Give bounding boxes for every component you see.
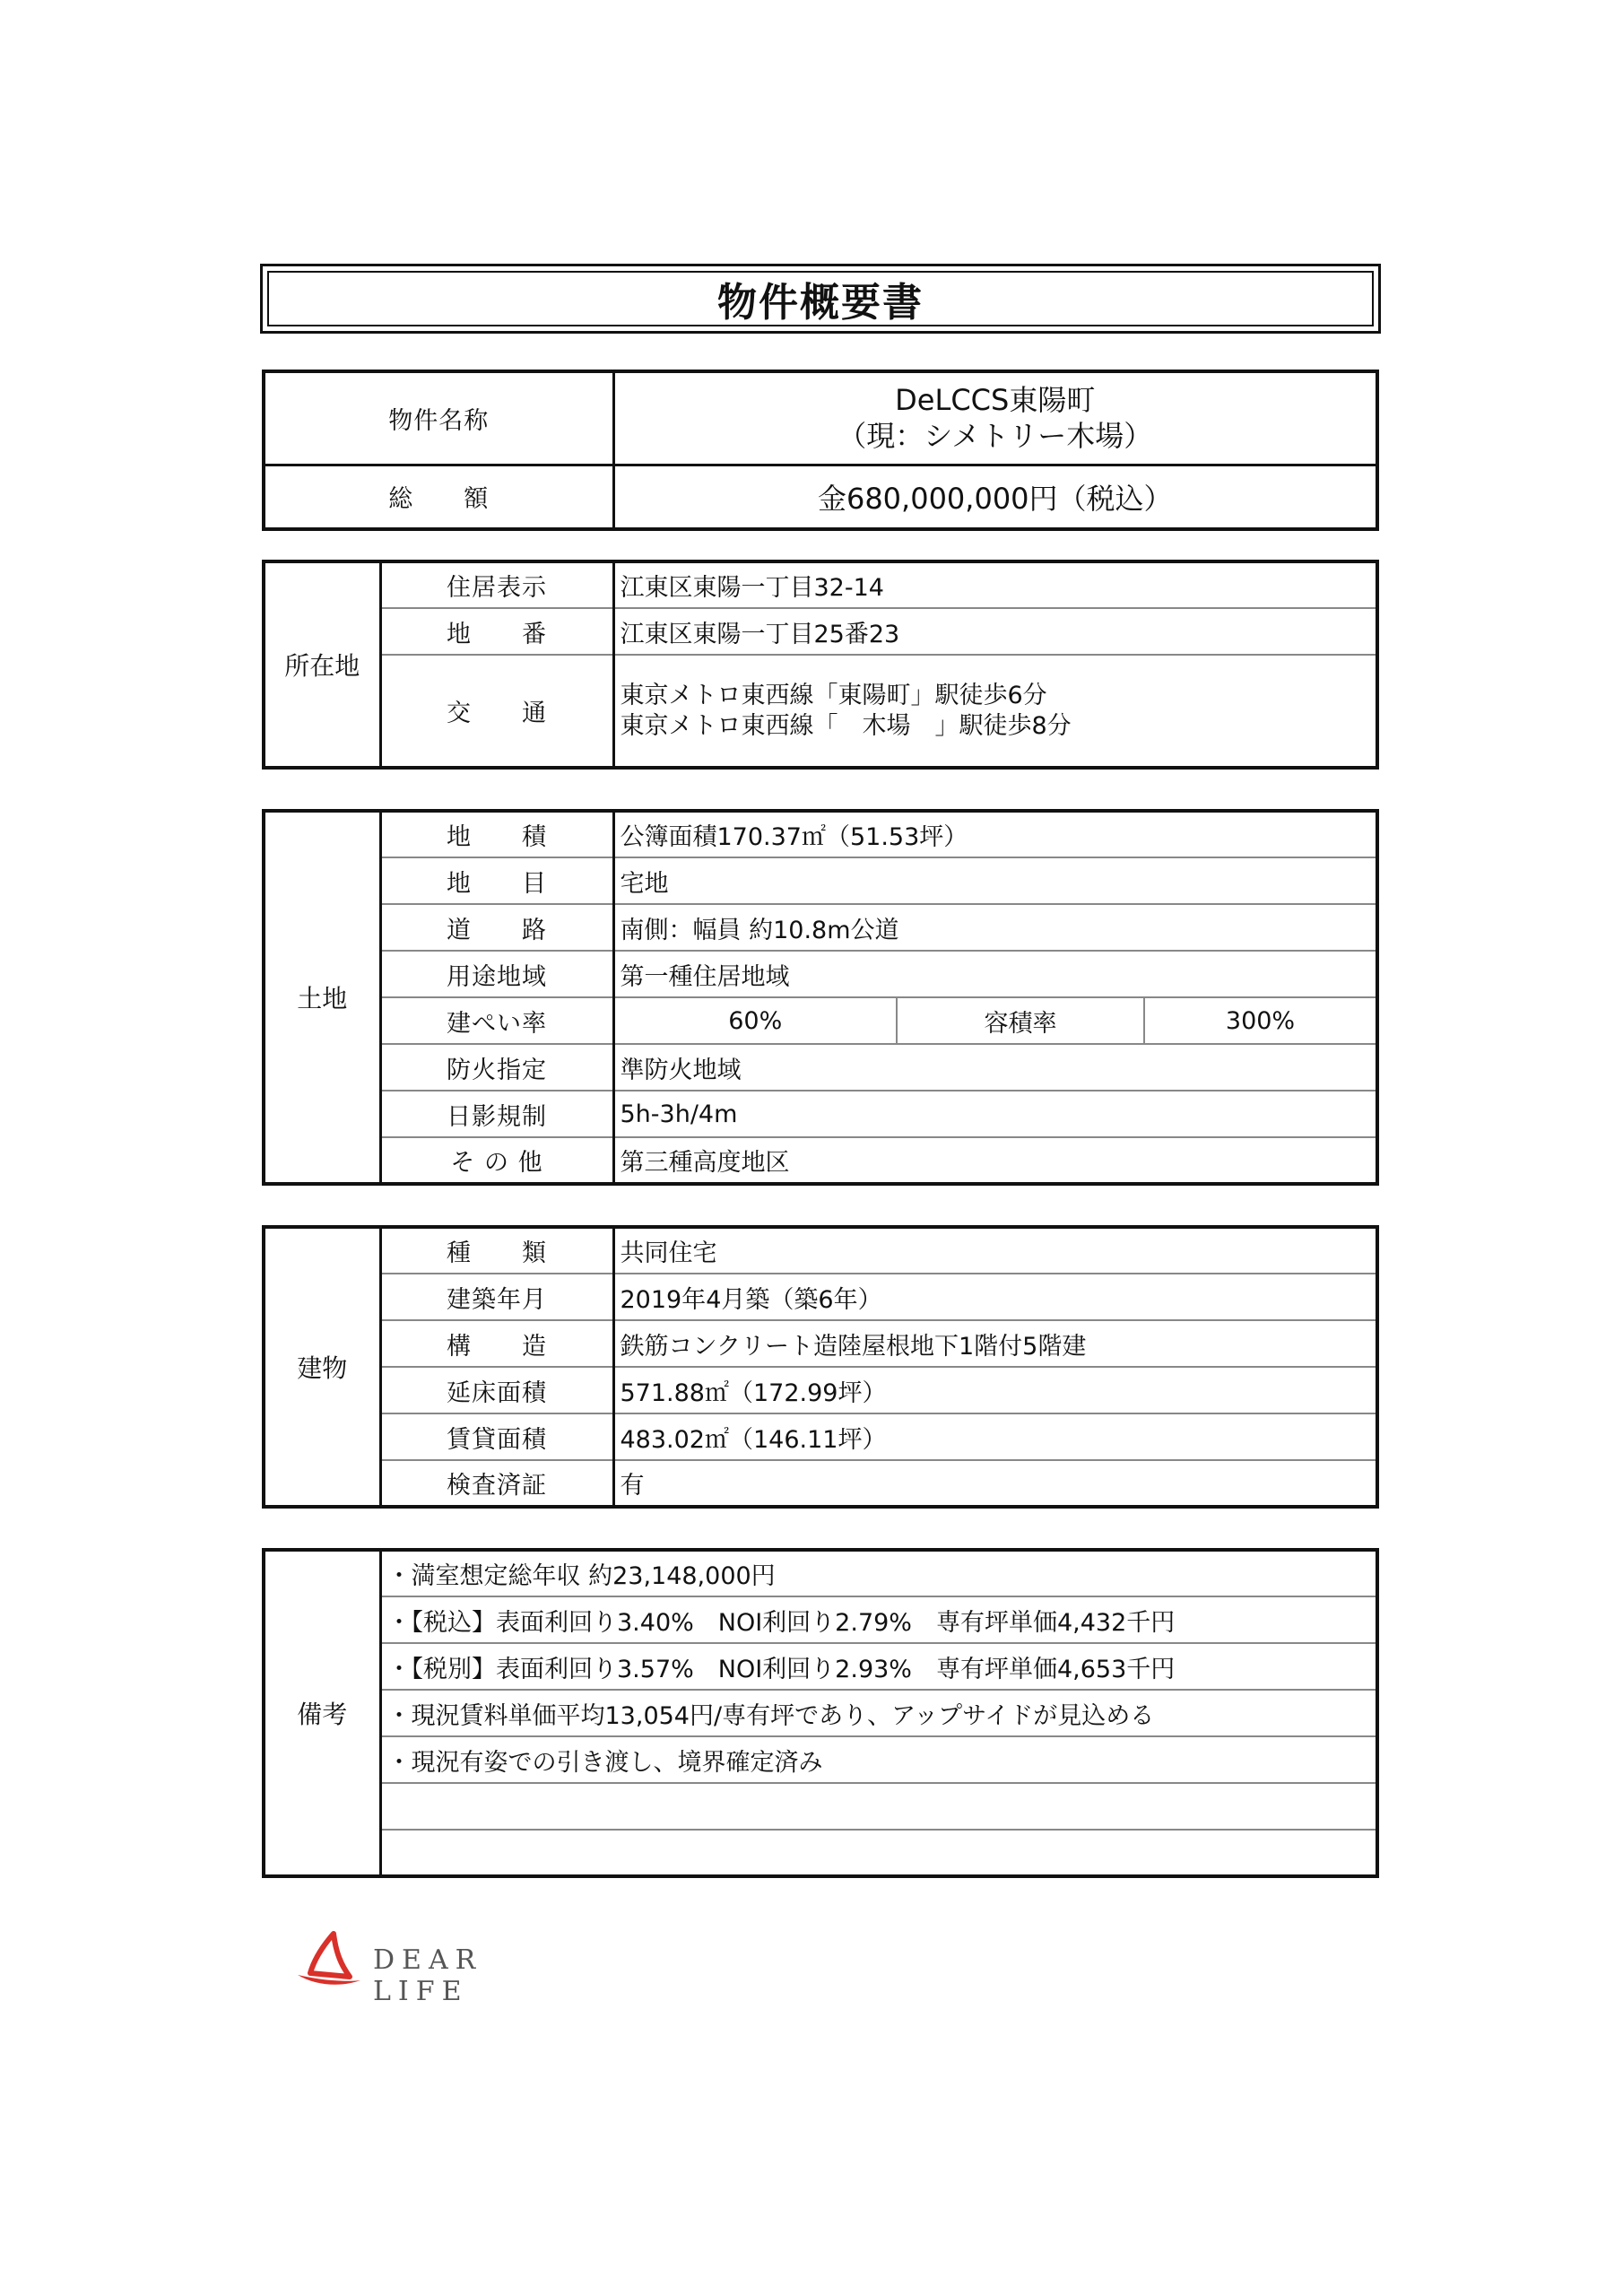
remark-item: ・【税別】表面利回り3.57% NOI利回り2.93% 専有坪単価4,653千円 [380,1643,1377,1690]
lot-number-label: 地 番 [380,608,613,655]
land-category-label: 地 目 [380,857,613,904]
land-row [264,904,1377,951]
remarks-table [262,1548,1379,1878]
remark-row [264,1550,1377,1596]
remark-item [380,1830,1377,1876]
building-row [264,1274,1377,1320]
address-label: 住居表示 [380,561,613,608]
price-row [264,465,1377,529]
summary-table [262,370,1379,531]
remark-row [264,1596,1377,1643]
property-name-row [264,371,1377,465]
document-title-box [260,264,1381,334]
transport-line2: 東京メトロ東西線「 木場 」駅徒歩8分 [620,711,1072,740]
coverage-label: 建ぺい率 [380,997,613,1044]
price-value: 金680,000,000円（税込） [613,465,1377,529]
far-value: 300% [1144,997,1377,1044]
land-row [264,1091,1377,1137]
transport-value [613,655,1377,768]
remark-row [264,1783,1377,1830]
building-type-label: 種 類 [380,1227,613,1274]
building-row [264,1367,1377,1413]
remark-item: ・現況賃料単価平均13,054円/専有坪であり、アップサイドが見込める [380,1690,1377,1736]
remark-item: ・【税込】表面利回り3.40% NOI利回り2.79% 専有坪単価4,432千円 [380,1596,1377,1643]
land-section-label: 土地 [264,811,380,1184]
road-value: 南側：幅員 約10.8m公道 [613,904,1377,951]
document-title: 物件概要書 [267,271,1374,326]
building-row [264,1413,1377,1460]
land-table [262,809,1379,1186]
transport-line1: 東京メトロ東西線「東陽町」駅徒歩6分 [620,681,1047,709]
land-row [264,951,1377,997]
building-type-value: 共同住宅 [613,1227,1377,1274]
floor-area-label: 延床面積 [380,1367,613,1413]
transport-label: 交 通 [380,655,613,768]
building-row [264,1460,1377,1507]
remark-item: ・現況有姿での引き渡し、境界確定済み [380,1736,1377,1783]
property-name-line1: DeLCCS東陽町 [895,383,1096,418]
land-category-value: 宅地 [613,857,1377,904]
building-section-label: 建物 [264,1227,380,1507]
built-date-label: 建築年月 [380,1274,613,1320]
far-label: 容積率 [897,997,1144,1044]
structure-value: 鉄筋コンクリート造陸屋根地下1階付5階建 [613,1320,1377,1367]
fire-zone-value: 準防火地域 [613,1044,1377,1091]
transport-row [264,655,1377,768]
property-name-label: 物件名称 [264,371,613,465]
coverage-value: 60% [613,997,897,1044]
structure-label: 構 造 [380,1320,613,1367]
floor-area-value: 571.88㎡（172.99坪） [613,1367,1377,1413]
land-row [264,1137,1377,1184]
land-row [264,1044,1377,1091]
remark-row [264,1830,1377,1876]
property-name-value [613,371,1377,465]
shadow-regulation-value: 5h-3h/4m [613,1091,1377,1137]
remark-row [264,1690,1377,1736]
shadow-regulation-label: 日影規制 [380,1091,613,1137]
building-row [264,1320,1377,1367]
dear-life-logo [294,1928,581,2007]
location-table [262,560,1379,770]
land-area-value: 公簿面積170.37㎡（51.53坪） [613,811,1377,857]
location-row [264,561,1377,608]
rentable-area-value: 483.02㎡（146.11坪） [613,1413,1377,1460]
dear-life-logo-mark-icon [294,1928,366,1991]
remark-row [264,1643,1377,1690]
lot-number-value: 江東区東陽一丁目25番23 [613,608,1377,655]
price-label: 総 額 [264,465,613,529]
inspection-certificate-value: 有 [613,1460,1377,1507]
property-name-line2: （現：シメトリー木場） [838,419,1153,454]
address-value: 江東区東陽一丁目32-14 [613,561,1377,608]
land-row [264,811,1377,857]
road-label: 道 路 [380,904,613,951]
remark-item: ・満室想定総年収 約23,148,000円 [380,1550,1377,1596]
location-section-label: 所在地 [264,561,380,768]
remarks-section-label: 備考 [264,1550,380,1876]
remark-item [380,1783,1377,1830]
land-row [264,997,1377,1044]
fire-zone-label: 防火指定 [380,1044,613,1091]
inspection-certificate-label: 検査済証 [380,1460,613,1507]
remark-row [264,1736,1377,1783]
rentable-area-label: 賃貸面積 [380,1413,613,1460]
zoning-label: 用途地域 [380,951,613,997]
land-row [264,857,1377,904]
building-table [262,1225,1379,1509]
land-other-label: そ の 他 [380,1137,613,1184]
zoning-value: 第一種住居地域 [613,951,1377,997]
building-row [264,1227,1377,1274]
location-row [264,608,1377,655]
land-other-value: 第三種高度地区 [613,1137,1377,1184]
land-area-label: 地 積 [380,811,613,857]
built-date-value: 2019年4月築（築6年） [613,1274,1377,1320]
dear-life-logo-text: DEAR LIFE [373,1944,483,2007]
